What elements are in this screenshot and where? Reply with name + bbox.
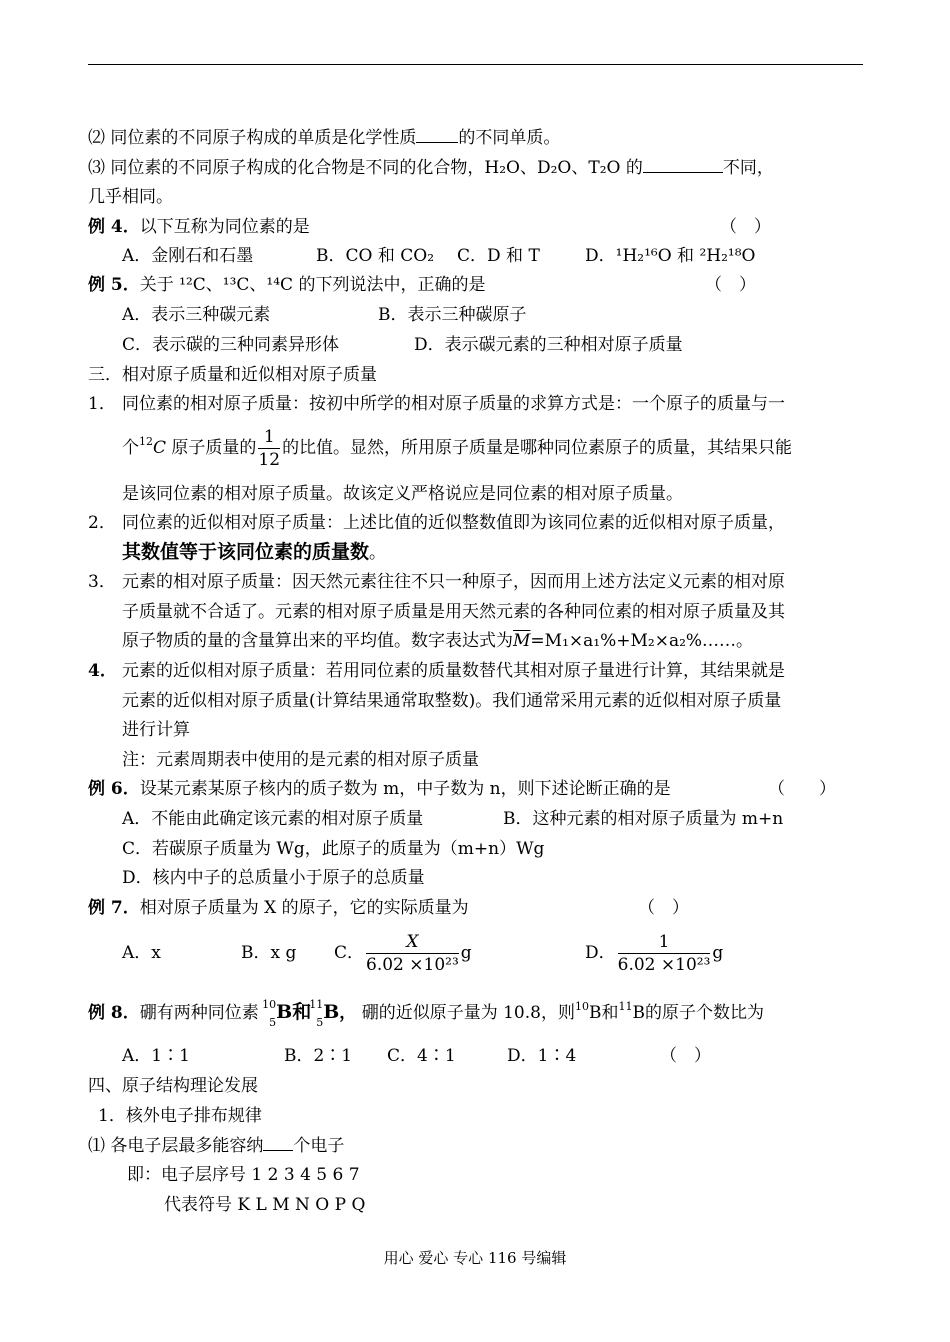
example-8-option-c: C．4∶1 [387,1046,456,1066]
point-3-line-1: 元素的相对原子质量：因天然元素往往不只一种原子，因而用上述方法定义元素的相对原 [122,572,785,592]
example-5-option-d: D．表示碳元素的三种相对原子质量 [414,335,683,355]
example-8-option-b: B．2∶1 [284,1046,353,1066]
example-6-option-a: A．不能由此确定该元素的相对原子质量 [122,809,424,829]
isotope-b10: 10 5 [262,997,277,1029]
example-8-paren: （ ） [660,1046,711,1066]
section-3-heading: 三．相对原子质量和近似相对原子质量 [88,365,377,385]
example-5-question: 例 5．关于 ¹²C、¹³C、¹⁴C 的下列说法中，正确的是 [88,275,486,295]
example-4-options: A．金刚石和石墨 [122,246,254,266]
example-7-question: 例 7．相对原子质量为 X 的原子，它的实际质量为 [88,898,469,918]
example-5-paren: （ ） [705,275,756,295]
example-4-option-d: D．¹H₂¹⁶O 和 ²H₂¹⁸O [585,246,756,266]
example-5-option-a: A．表示三种碳元素 [122,305,271,325]
point-3-num: 3． [88,572,116,592]
point-4-line-2: 元素的近似相对原子质量(计算结果通常取整数)。我们通常采用元素的近似相对原子质量 [122,691,782,711]
note-line: 注：元素周期表中使用的是元素的相对原子质量 [122,750,479,770]
point-2-num: 2． [88,513,116,533]
fraction-one-twelfth: $\frac{1}{12}$ [258,427,281,470]
section-4-sub-1: 1．核外电子排布规律 [98,1106,262,1126]
point-4-line-1: 元素的近似相对原子质量：若用同位素的质量数替代其相对原子量进行计算，其结果就是 [122,661,785,681]
example-8-option-d: D．1∶4 [507,1046,577,1066]
section-4-heading: 四、原子结构理论发展 [88,1076,258,1096]
header-rule [88,64,863,65]
point-3-line-2: 子质量就不合适了。元素的相对原子质量是用天然元素的各种同位素的相对原子质量及其 [122,602,785,622]
example-7-option-c: C． $\frac{X}{\text{6.02 ×10²³}}$ g [334,932,472,975]
example-6-option-d: D．核内中子的总质量小于原子的总质量 [122,868,425,888]
example-6-question: 例 6．设某元素某原子核内的质子数为 m，中子数为 n，则下述论断正确的是 [88,779,671,799]
example-8-option-a: A．1∶1 [122,1046,190,1066]
section-4-rule-1: ⑴ 各电子层最多能容纳 个电子 [88,1136,345,1156]
isotope-b11: 11 5 [309,997,324,1029]
line-almost-same: 几乎相同。 [88,187,173,207]
fill-blank [643,158,723,173]
example-4-option-c: C．D 和 T [457,246,540,266]
point-4-num: 4． [88,661,117,681]
example-4-question: 例 4．以下互称为同位素的是 [88,217,310,237]
line-isotope-compound: ⑶ 同位素的不同原子构成的化合物是不同的化合物，H₂O、D₂O、T₂O 的 不同， [88,158,774,178]
fill-blank [263,1136,293,1151]
example-4-option-b: B．CO 和 CO₂ [316,246,435,266]
example-8-question: 例 8．硼有两种同位素 10 5 B和 11 5 B， 硼的近似原子量为 10.8，则$^{10}$B和$^{11}$B的原子个数比为 [88,997,764,1029]
page-footer: 用心 爱心 专心 116 号编辑 [383,1249,567,1267]
shell-number-row: 即：电子层序号 1 2 3 4 5 6 7 [127,1165,360,1185]
point-1-line-2: 个$^{12}$C 原子质量的 $\frac{1}{12}$ 的比值。显然，所用原子质量是哪种同位素原子的质量，其结果只能 [122,427,793,470]
point-2-line-1: 同位素的近似相对原子质量：上述比值的近似整数值即为该同位素的近似相对原子质量， [122,513,785,533]
example-5-option-b: B．表示三种碳原子 [378,305,527,325]
point-2-line-2: 其数值等于该同位素的质量数。 [122,541,387,563]
point-1-line-1: 同位素的相对原子质量：按初中所学的相对原子质量的求算方式是：一个原子的质量与一 [122,394,785,414]
fraction-x-over-avogadro: $\frac{X}{\text{6.02 ×10²³}}$ [366,932,459,975]
point-1-line-3: 是该同位素的相对原子质量。故该定义严格说应是同位素的相对原子质量。 [122,484,683,504]
point-1-num: 1． [88,394,116,414]
example-7-option-b: B．x g [241,943,297,963]
example-5-option-c: C．表示碳的三种同素异形体 [122,335,340,355]
example-4-paren: （ ） [720,217,771,237]
fill-blank [416,128,458,143]
point-3-line-3: 原子物质的量的含量算出来的平均值。数字表达式为$\overline{M}=M_1\times a_1\%+M_2\times a_2\%\dots\dots$。 [122,631,754,651]
example-7-paren: （ ） [638,898,689,918]
example-7-option-a: A．x [122,943,161,963]
point-4-line-3: 进行计算 [122,720,190,740]
example-6-option-c: C．若碳原子质量为 Wg，此原子的质量为（m+n）Wg [122,839,545,859]
shell-symbol-row: 代表符号 K L M N O P Q [164,1195,366,1215]
line-isotope-elemental: ⑵ 同位素的不同原子构成的单质是化学性质 的不同单质。 [88,128,561,148]
fraction-one-over-avogadro: $\frac{1}{\text{6.02 ×10²³}}$ [617,932,711,975]
example-7-option-d: D． $\frac{1}{\text{6.02 ×10²³}}$ g [585,932,724,975]
example-6-option-b: B．这种元素的相对原子质量为 m+n [503,809,784,829]
example-6-paren: （ ） [768,779,836,799]
